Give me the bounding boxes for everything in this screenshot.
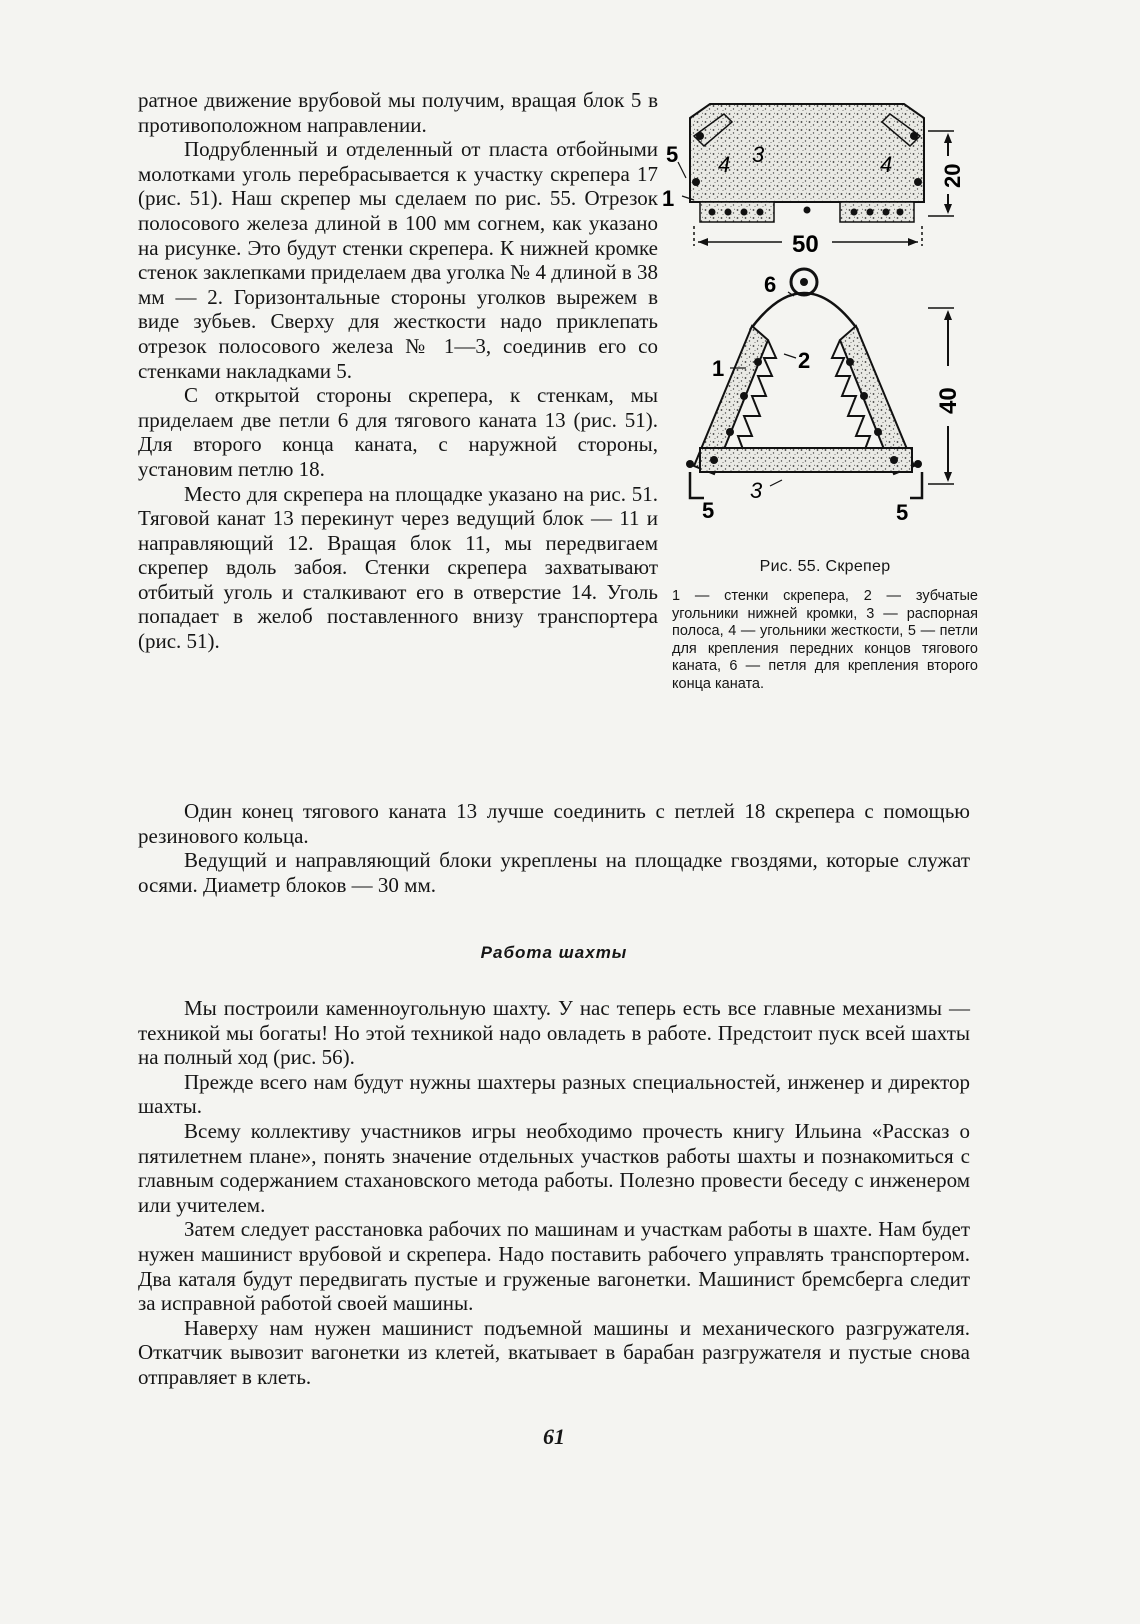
label-6: 6	[764, 272, 777, 297]
label-3-side: 3	[750, 478, 763, 503]
label-5-left: 5	[702, 498, 715, 523]
paragraph: Прежде всего нам будут нужны шахтеры разных специальностей, инженер и директор шахты.	[138, 1069, 970, 1119]
label-5-right: 5	[896, 500, 909, 525]
section-heading: Работа шахты	[480, 943, 628, 962]
paragraph: Затем следует расстановка рабочих по машинам и участкам работы в шахте. Нам будет нужен машинист врубовой и скрепера. Надо поставить рабочего управлять транспортером. Два каталя будут передвигать пустые и груженые вагонетки. Машинист бремсберга следит за исправной работой своей машины.	[138, 1217, 970, 1316]
label-1-side: 1	[712, 356, 725, 381]
figure-caption-title: Рис. 55. Скрепер	[759, 558, 891, 575]
paragraph: Всему коллективу участников игры необходимо прочесть книгу Ильина «Рассказ о пятилетнем плане», понять значение отдельных участков работы шахты и познакомиться с главным содержанием стахановского метода работы. Полезно провести беседу с инженером или учителем.	[138, 1118, 970, 1217]
label-3-top: 3	[752, 142, 765, 167]
paragraph: Наверху нам нужен машинист подъемной машины и механического разгружателя. Откатчик вывозит вагонетки из клетей, вкатывает в барабан разгружателя и пустые снова отправляет в клеть.	[138, 1315, 970, 1389]
column-text	[138, 88, 658, 654]
dimension-40: 40	[935, 387, 962, 414]
paragraph: Место для скрепера на площадке указано на рис. 51. Тяговой канат 13 перекинут через ведущий блок — 11 и направляющий 12. Вращая блок 11, мы передвигаем скрепер вдоль забоя. Стенки скрепера захватывают отбитый уголь и сталкивают его в отверстие 14. Уголь попадает в желоб поставленного внизу транспортера (рис. 51).	[138, 481, 658, 654]
figure-caption-legend: 1 — стенки скрепера, 2 — зубчатые угольники нижней кромки, 3 — распорная полоса, 4 — угольники жесткости, 5 — петли для крепления передних концов тягового каната, 6 — петля для крепления второго конца каната.	[672, 588, 978, 692]
label-2: 2	[798, 348, 811, 373]
label-5-top: 5	[666, 142, 679, 167]
paragraph: Подрубленный и отделенный от пласта отбойными молотками уголь перебрасывается к участку скрепера 17 (рис. 51). Наш скрепер мы сделаем по рис. 55. Отрезок полосового железа длиной в 100 мм согнем, как указано на рисунке. Это будут стенки скрепера. К нижней кромке стенок заклепками приделаем два уголка № 4 длиной в 38 мм — 2. Горизонтальные стороны уголков вырежем в виде зубьев. Сверху для жесткости надо приклепать отрезок полосового железа № 1—3, соединив его со стенками накладками 5.	[138, 137, 658, 383]
page-number: 61	[543, 1424, 565, 1449]
scraper-drawing	[662, 96, 978, 536]
figure-55-scraper	[662, 96, 978, 536]
paragraph: Мы построили каменноугольную шахту. У нас теперь есть все главные механизмы — техникой мы богаты! Но этой техникой надо овладеть в работе. Предстоит пуск всей шахты на полный ход (рис. 56).	[138, 996, 970, 1070]
paragraph: Один конец тягового каната 13 лучше соединить с петлей 18 скрепера с помощью резинового кольца.	[138, 799, 970, 848]
section-text	[138, 996, 970, 1390]
label-4-right: 4	[880, 152, 893, 177]
paragraph: ратное движение врубовой мы получим, вращая блок 5 в противоположном направлении.	[138, 88, 658, 137]
dimension-50: 50	[792, 231, 819, 258]
label-1-top: 1	[662, 186, 675, 211]
side-view	[686, 269, 954, 498]
dimension-20: 20	[940, 163, 965, 188]
paragraph: Ведущий и направляющий блоки укреплены на площадке гвоздями, которые служат осями. Диаметр блоков — 30 мм.	[138, 848, 970, 897]
label-4-left: 4	[718, 152, 731, 177]
full-width-text	[138, 799, 970, 897]
paragraph: С открытой стороны скрепера, к стенкам, мы приделаем две петли 6 для тягового каната 13 (рис. 51). Для второго конца каната, с наружной стороны, установим петлю 18.	[138, 383, 658, 481]
